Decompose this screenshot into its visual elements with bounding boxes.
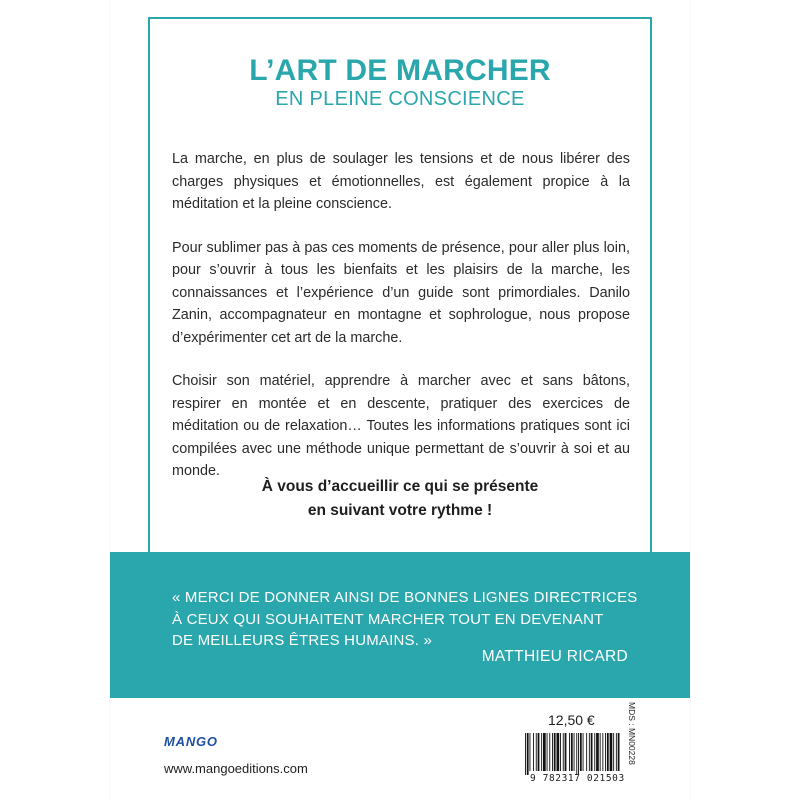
book-subtitle: EN PLEINE CONSCIENCE: [275, 88, 525, 110]
call-to-action: [110, 475, 690, 523]
blurb-paragraph-3: Choisir son matériel, apprendre à marcher avec et sans bâtons, respirer en montée et en descente, pratiquer des exercices de méditation ou de relaxation… Toutes les informations pratiques sont ici compilées avec une méthode unique permettant de s’ouvrir à soi et au monde.: [172, 373, 630, 479]
barcode-icon: [523, 733, 623, 775]
blurb-paragraph-2: Pour sublimer pas à pas ces moments de présence, pour aller plus loin, pour s’ouvrir à tous les bienfaits et les plaisirs de la marche, les connaissances et l’expérience d’un guide sont primordiales. Danilo Zanin, accompagnateur en montagne et sophrologue, nous propose d’expérimenter cet art de la marche.: [172, 239, 630, 346]
quote-line-1: « MERCI DE DONNER AINSI DE BONNES LIGNES DIRECTRICES: [172, 589, 638, 606]
price: 12,50 €: [548, 712, 595, 728]
quote-line-3: DE MEILLEURS ÊTRES HUMAINS. »: [172, 632, 433, 649]
blurb-paragraph-1: La marche, en plus de soulager les tensions et de nous libérer des charges physiques et émotionnelles, est également propice à la méditation et la pleine conscience.: [172, 151, 630, 212]
publisher-url: www.mangoeditions.com: [164, 761, 308, 776]
publisher-logo: MANGO: [164, 734, 218, 749]
quote-author: MATTHIEU RICARD: [481, 648, 628, 665]
endorsement-quote: [172, 587, 640, 652]
product-code: MDS : MN00228: [627, 702, 637, 765]
blurb: [172, 148, 630, 504]
book-title: L’ART DE MARCHER: [249, 54, 551, 87]
isbn-number: 9 782317 021503: [530, 773, 625, 784]
quote-line-2: À CEUX QUI SOUHAITENT MARCHER TOUT EN DEVENANT: [172, 610, 604, 628]
cta-line-1: À vous d’accueillir ce qui se présente: [261, 478, 539, 495]
cta-line-2: en suivant votre rythme !: [307, 502, 493, 519]
